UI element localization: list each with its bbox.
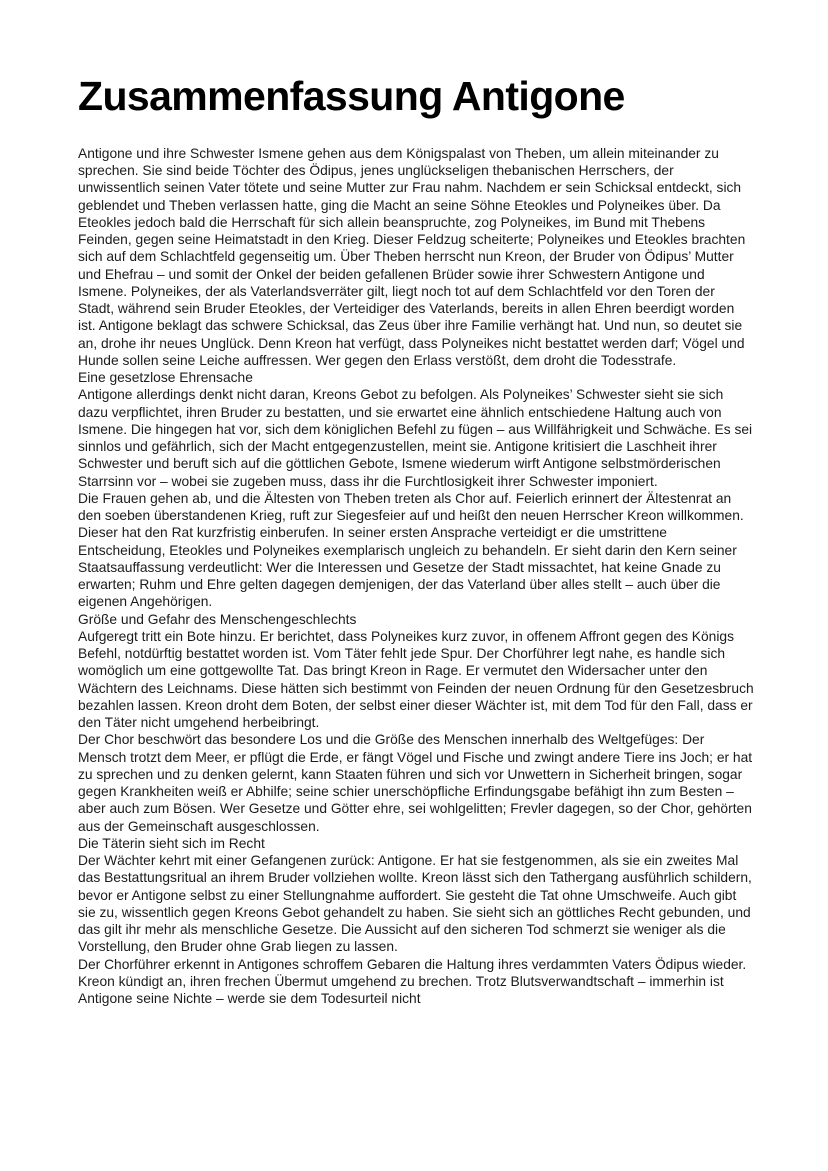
paragraph: Der Chor beschwört das besondere Los und die Größe des Menschen innerhalb des Weltgefüges: Der Mensch trotzt dem Meer, er pflügt die Erde, er fängt Vögel und Fische und zwingt andere Tiere ins Joch; er hat zu sprechen und zu denken gelernt, kann Staaten führen und sich vor Unwettern in Sicherheit bringen, sogar gegen Krankheiten weiß er Abhilfe; seine schier unerschöpfliche Erfindungsgabe befähigt ihn zum Besten – aber auch zum Bösen. Wer Gesetze und Götter ehre, sei wohlgelitten; Frevler dagegen, so der Chor, gehörten aus der Gemeinschaft ausgeschlossen. (78, 732, 753, 834)
paragraph: Antigone allerdings denkt nicht daran, Kreons Gebot zu befolgen. Als Polyneikes’ Schwester sieht sie sich dazu verpflichtet, ihren Bruder zu bestatten, und sie erwartet eine ähnlich entschiedene Haltung auch von Ismene. Die hingegen hat vor, sich dem königlichen Befehl zu fügen – aus Willfährigkeit und Schwäche. Es sei sinnlos und gefährlich, sich der Macht entgegenzustellen, meint sie. Antigone kritisiert die Laschheit ihrer Schwester und beruft sich auf die göttlichen Gebote, Ismene wiederum wirft Antigone selbstmörderischen Starrsinn vor – wobei sie zugeben muss, dass ihr die Furchtlosigkeit ihrer Schwester imponiert. (78, 387, 753, 489)
section-heading: Die Täterin sieht sich im Recht (78, 835, 265, 851)
paragraph: Die Frauen gehen ab, und die Ältesten von Theben treten als Chor auf. Feierlich erinnert der Ältestenrat an den soeben überstandenen Krieg, ruft zur Siegesfeier auf und heißt den neuen Herrscher Kreon willkommen. Dieser hat den Rat kurzfristig einberufen. In seiner ersten Ansprache verteidigt er die umstrittene Entscheidung, Eteokles und Polyneikes exemplarisch ungleich zu behandeln. Er sieht darin den Kern seiner Staatsauffassung verdeutlicht: Wer die Interessen und Gesetze der Stadt missachtet, hat keine Gnade zu erwarten; Ruhm und Ehre gelten dagegen demjenigen, der das Vaterland über alles stellt – auch über die eigenen Angehörigen. (78, 490, 744, 610)
document-body (78, 145, 754, 1008)
paragraph: Der Chorführer erkennt in Antigones schroffem Gebaren die Haltung ihres verdammten Vaters Ödipus wieder. Kreon kündigt an, ihren frechen Übermut umgehend zu brechen. Trotz Blutsverwandtschaft – immerhin ist Antigone seine Nichte – werde sie dem Todesurteil nicht (78, 956, 747, 1007)
paragraph: Der Wächter kehrt mit einer Gefangenen zurück: Antigone. Er hat sie festgenommen, als sie ein zweites Mal das Bestattungsritual an ihrem Bruder vollziehen wollte. Kreon lässt sich den Tathergang ausführlich schildern, bevor er Antigone selbst zu einer Stellungnahme auffordert. Sie gesteht die Tat ohne Umschweife. Auch gibt sie zu, wissentlich gegen Kreons Gebot gehandelt zu haben. Sie sieht sich an göttliches Recht gebunden, und das gilt ihr mehr als menschliche Gesetze. Die Aussicht auf den sicheren Tod schmerzt sie weniger als die Vorstellung, den Bruder ohne Grab liegen zu lassen. (78, 853, 752, 955)
section-heading: Eine gesetzlose Ehrensache (78, 370, 253, 386)
paragraph: Aufgeregt tritt ein Bote hinzu. Er berichtet, dass Polyneikes kurz zuvor, in offenem Affront gegen des Königs Befehl, notdürftig bestattet worden ist. Vom Täter fehlt jede Spur. Der Chorführer legt nahe, es handle sich womöglich um eine gottgewollte Tat. Das bringt Kreon in Rage. Er vermutet den Widersacher unter den Wächtern des Leichnams. Diese hätten sich bestimmt von Feinden der neuen Ordnung für den Gesetzesbruch bezahlen lassen. Kreon droht dem Boten, der selbst einer dieser Wächter ist, mit dem Tod für den Fall, dass er den Täter nicht umgehend herbeibringt. (78, 628, 754, 731)
section-heading: Größe und Gefahr des Menschengeschlechts (78, 611, 357, 627)
page-title: Zusammenfassung Antigone (78, 73, 625, 119)
paragraph: Antigone und ihre Schwester Ismene gehen aus dem Königspalast von Theben, um allein miteinander zu sprechen. Sie sind beide Töchter des Ödipus, jenes unglückseligen thebanischen Herrschers, der unwissentlich seinen Vater tötete und seine Mutter zur Frau nahm. Nachdem er sein Schicksal entdeckt, sich geblendet und Theben verlassen hatte, ging die Macht an seine Söhne Eteokles und Polyneikes über. Da Eteokles jedoch bald die Herrschaft für sich allein beanspruchte, zog Polyneikes, im Bund mit Thebens Feinden, gegen seine Heimatstadt in den Krieg. Dieser Feldzug scheiterte; Polyneikes und Eteokles brachten sich auf dem Schlachtfeld gegenseitig um. Über Theben herrscht nun Kreon, der Bruder von Ödipus’ Mutter und Ehefrau – und somit der Onkel der beiden gefallenen Brüder sowie ihrer Schwestern Antigone und Ismene. Polyneikes, der als Vaterlandsverräter gilt, liegt noch tot auf dem Schlachtfeld vor den Toren der Stadt, während sein Bruder Eteokles, der Verteidiger des Vaterlands, bereits in allen Ehren beerdigt worden ist. Antigone beklagt das schwere Schicksal, das Zeus über ihre Familie verhängt hat. Und nun, so deutet sie an, drohe ihr neues Unglück. Denn Kreon hat verfügt, dass Polyneikes nicht bestattet werden darf; Vögel und Hunde sollen seine Leiche auffressen. Wer gegen den Erlass verstößt, dem droht die Todesstrafe. (78, 145, 746, 368)
